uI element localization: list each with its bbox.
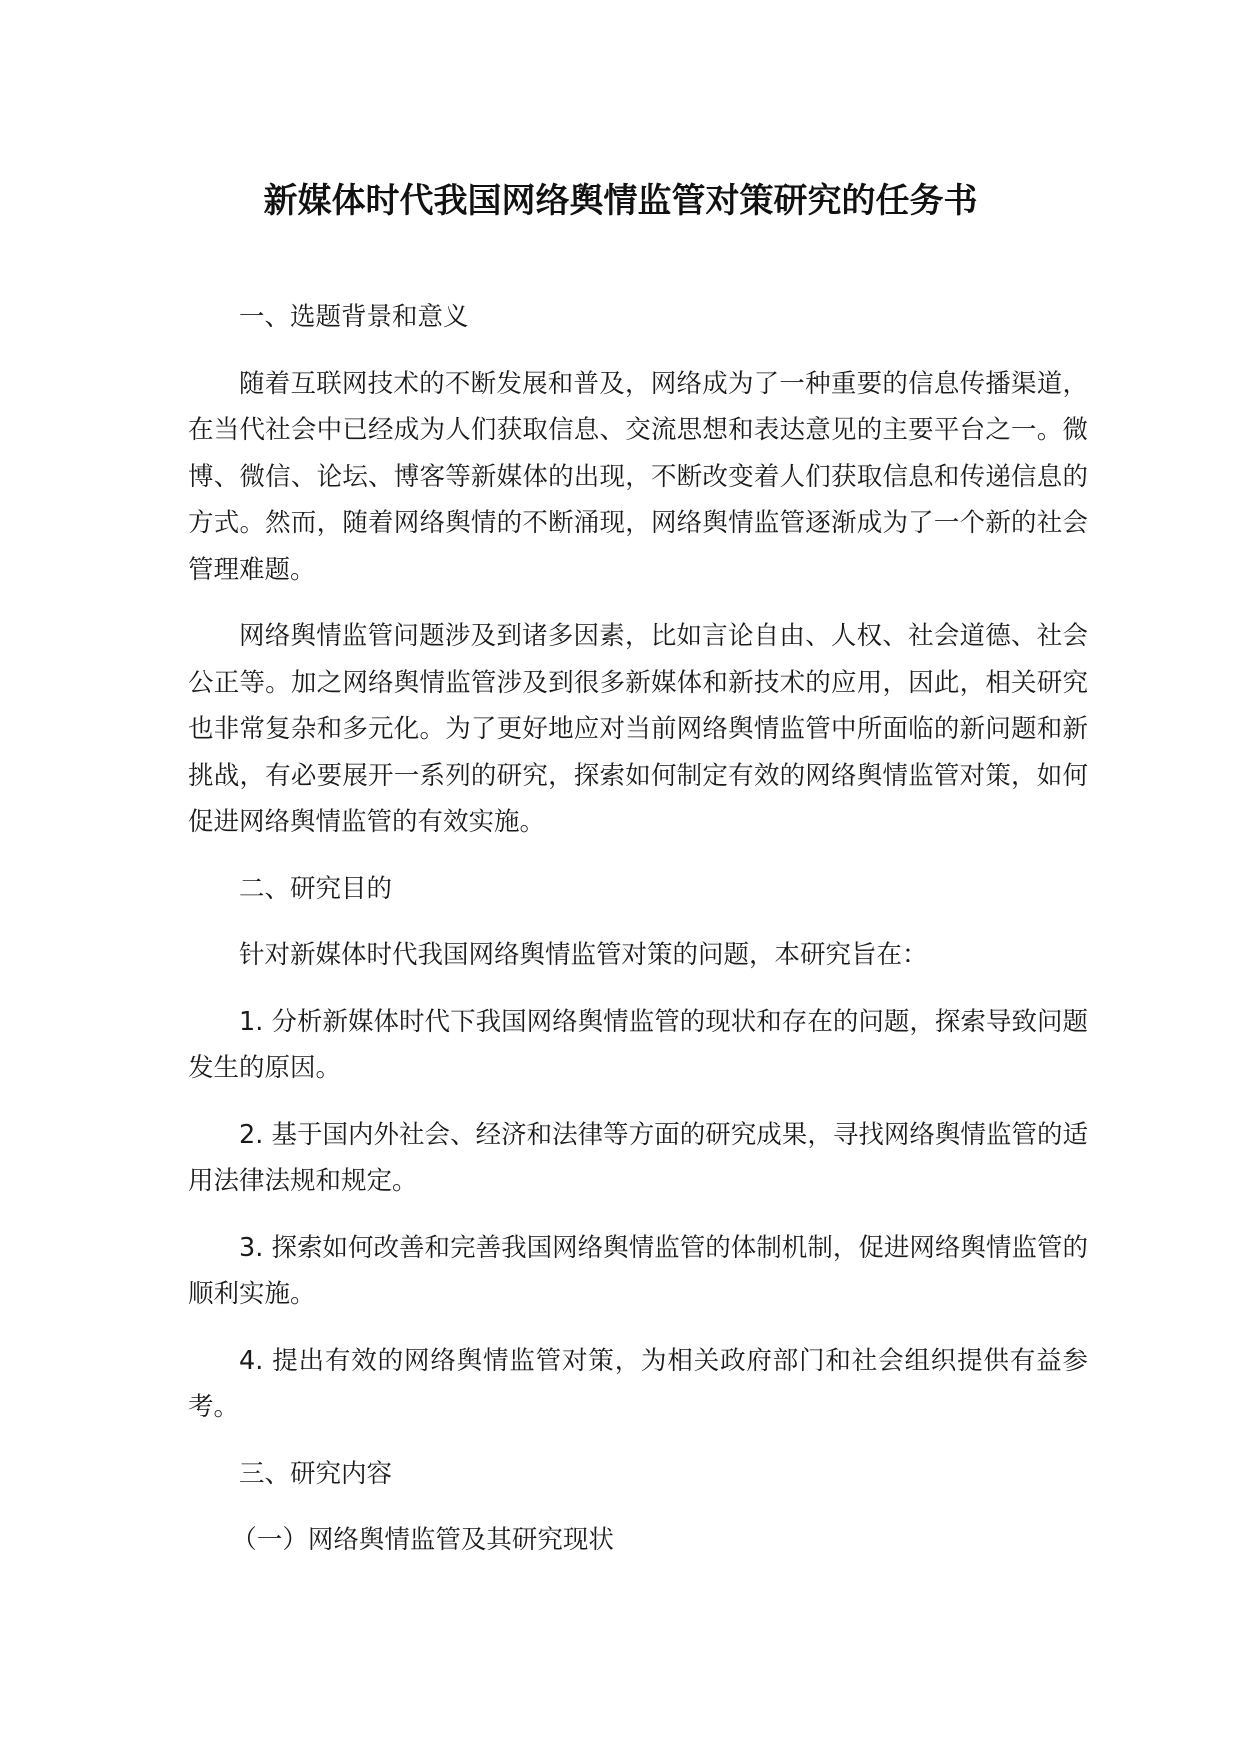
list-item-purpose-2: 2. 基于国内外社会、经济和法律等方面的研究成果，寻找网络舆情监管的适用法律法规和规定。	[188, 1119, 1088, 1196]
paragraph-background-2: 网络舆情监管问题涉及到诸多因素，比如言论自由、人权、社会道德、社会公正等。加之网络舆情监管涉及到很多新媒体和新技术的应用，因此，相关研究也非常复杂和多元化。为了更好地应对当前网络舆情监管中所面临的新问题和新挑战，有必要展开一系列的研究，探索如何制定有效的网络舆情监管对策，如何促进网络舆情监管的有效实施。	[188, 621, 1088, 837]
list-item-purpose-1: 1. 分析新媒体时代下我国网络舆情监管的现状和存在的问题，探索导致问题发生的原因。	[188, 1006, 1088, 1083]
list-item-purpose-3: 3. 探索如何改善和完善我国网络舆情监管的体制机制，促进网络舆情监管的顺利实施。	[188, 1232, 1088, 1309]
document-title: 新媒体时代我国网络舆情监管对策研究的任务书	[263, 181, 978, 221]
list-item-purpose-4: 4. 提出有效的网络舆情监管对策，为相关政府部门和社会组织提供有益参考。	[188, 1345, 1088, 1422]
section-heading-purpose: 二、研究目的	[239, 873, 393, 904]
document-body	[188, 294, 1088, 1584]
subsection-heading-status: （一）网络舆情监管及其研究现状	[231, 1525, 614, 1555]
section-heading-background: 一、选题背景和意义	[239, 302, 469, 332]
section-heading-content: 三、研究内容	[239, 1458, 393, 1489]
paragraph-purpose-intro: 针对新媒体时代我国网络舆情监管对策的问题，本研究旨在：	[239, 940, 928, 970]
paragraph-background-1: 随着互联网技术的不断发展和普及，网络成为了一种重要的信息传播渠道，在当代社会中已经成为人们获取信息、交流思想和表达意见的主要平台之一。微博、微信、论坛、博客等新媒体的出现，不断改变着人们获取信息和传递信息的方式。然而，随着网络舆情的不断涌现，网络舆情监管逐渐成为了一个新的社会管理难题。	[188, 368, 1088, 585]
